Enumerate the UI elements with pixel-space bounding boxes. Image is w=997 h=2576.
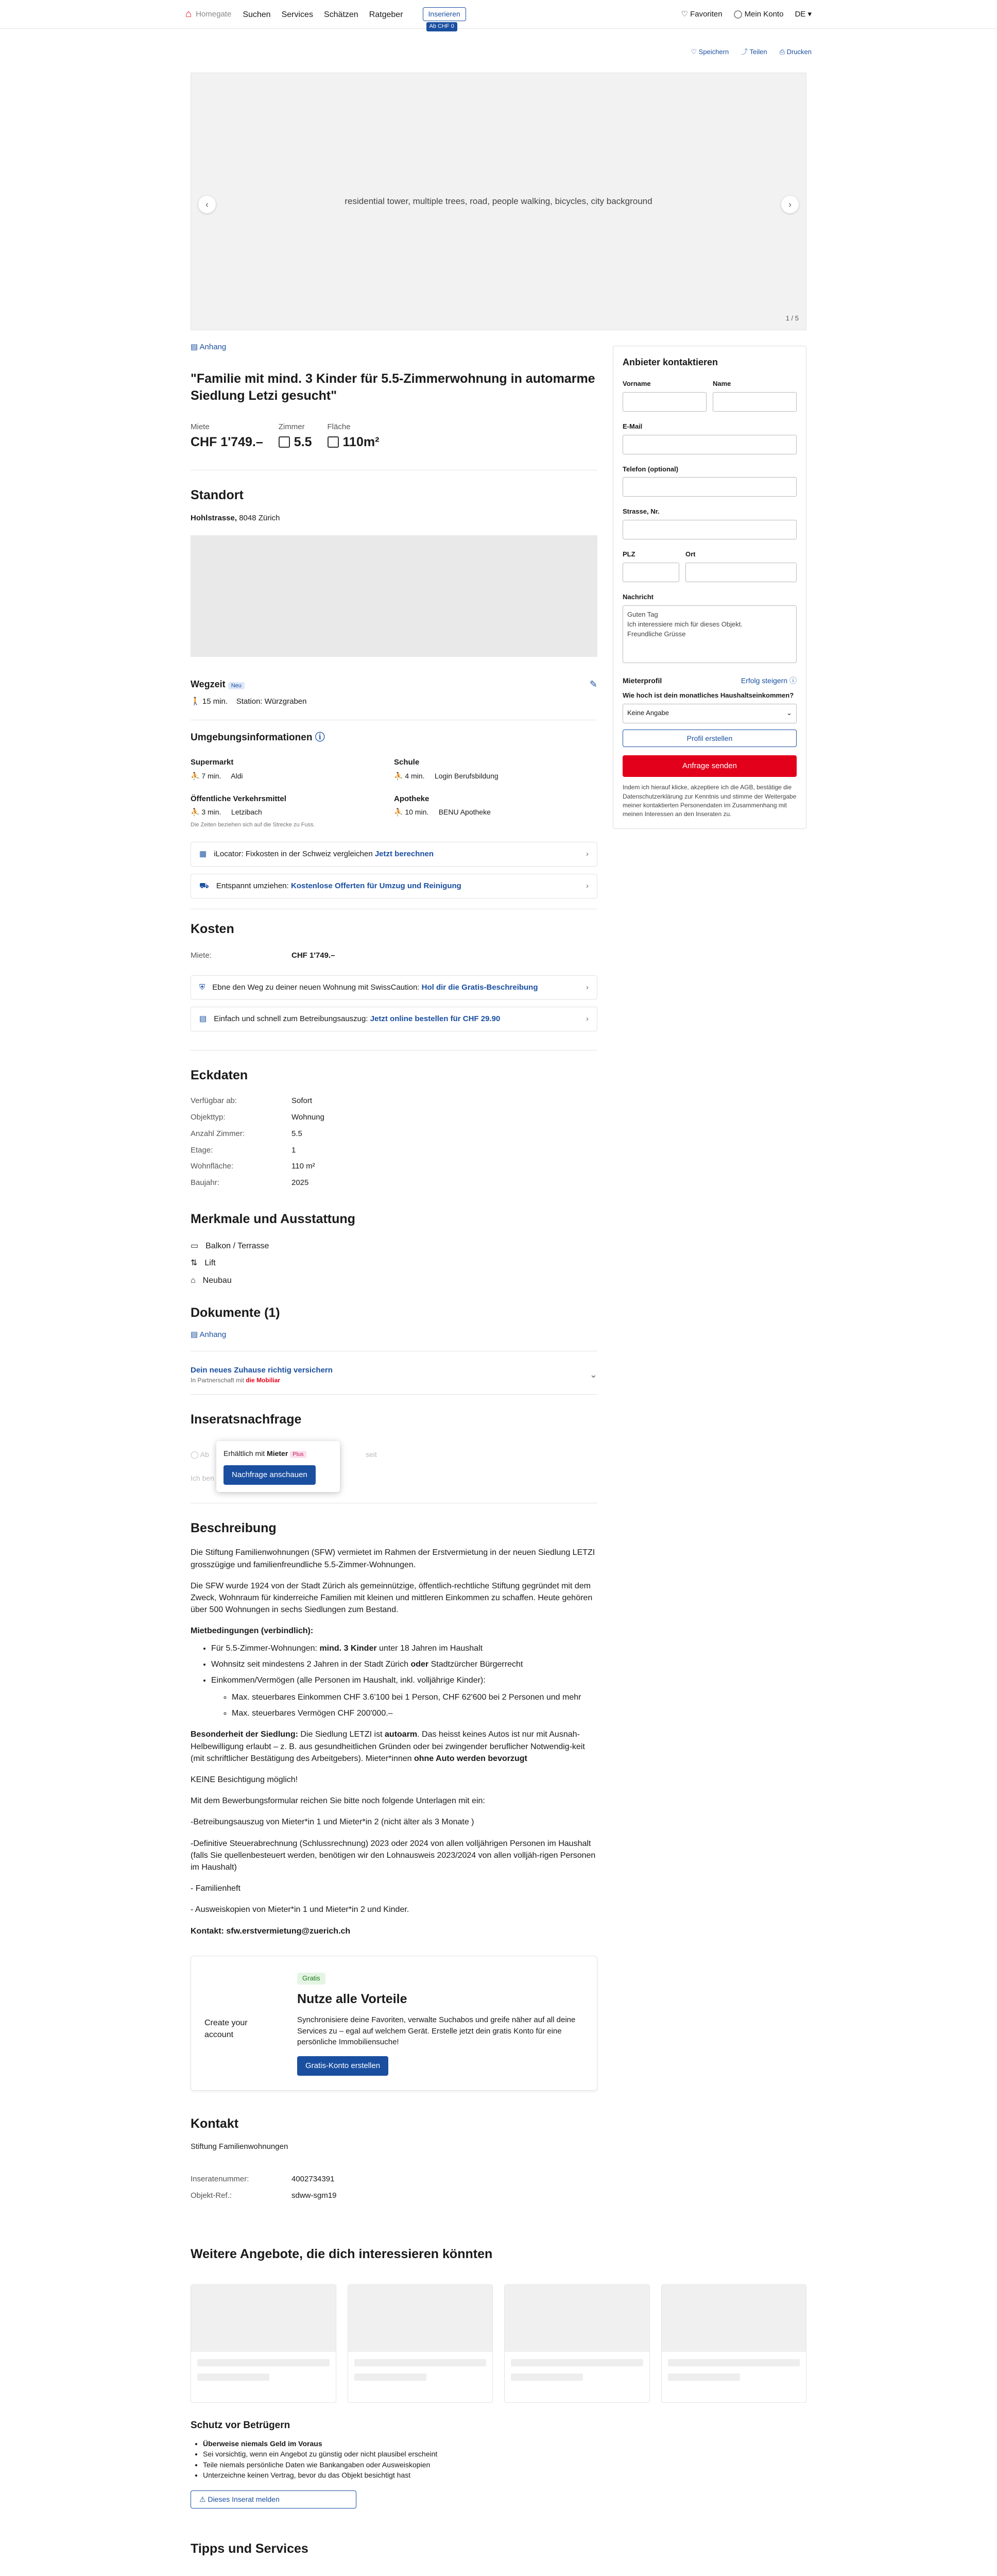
- document-link[interactable]: [191, 1329, 597, 1341]
- share-label: Teilen: [749, 48, 767, 56]
- language-switch[interactable]: DE ▾: [795, 9, 812, 19]
- fraud-item: • Überweise niemals Geld im Voraus: [203, 2438, 806, 2449]
- last-name-label: Name: [713, 379, 731, 387]
- mobiliar-sub-text: In Partnerschaft mit: [191, 1376, 245, 1384]
- income-value: Keine Angabe: [627, 709, 669, 717]
- similar-card-placeholder[interactable]: [191, 2284, 336, 2403]
- features-list: [191, 1238, 597, 1289]
- divider: [191, 1394, 597, 1395]
- nav-left: [185, 7, 466, 30]
- fraud-heading: Schutz vor Betrügern: [191, 2419, 290, 2431]
- insert-label: Inserieren: [428, 10, 460, 19]
- language-label: DE: [795, 9, 806, 19]
- truck-icon: ⛟: [199, 881, 209, 890]
- p3-text2: . Das heisst keines Autos ist nur mit Ausnah-Helbewilligung erlaubt – z. B. aus gesundheitlichen Gründen oder bei zwingender beruflicher Notwendig-keit (mit schriftlicher Bestätigung des Arbeitgebers). Mieter*innen: [191, 1730, 585, 1763]
- address-city: 8048 Zürich: [239, 514, 280, 523]
- document-icon: ▤: [191, 342, 200, 351]
- contact-email[interactable]: sfw.erstvermietung@zuerich.ch: [226, 1926, 351, 1936]
- listing-number: 4002734391: [291, 2174, 335, 2183]
- details-heading: Eckdaten: [191, 1068, 248, 1083]
- popup-product: Mieter: [267, 1449, 288, 1458]
- zip-city-row: [623, 539, 797, 582]
- account-promo: [191, 1956, 597, 2091]
- contact-heading: Kontakt: [191, 2116, 239, 2131]
- rules-list: [211, 1642, 597, 1720]
- rent-row-value: CHF 1'749.–: [291, 951, 335, 960]
- poi-pharmacy: [394, 791, 597, 817]
- free-badge: Gratis: [297, 1973, 325, 1985]
- area-icon: [328, 436, 339, 448]
- poi-time: 10 min.: [405, 807, 429, 816]
- new-building-icon: ⌂: [191, 1276, 196, 1285]
- email-label: E-Mail: [623, 422, 643, 430]
- rooms-fact: [279, 421, 312, 451]
- homegate-logo-icon: ⌂: [185, 8, 192, 20]
- tips-heading: Tipps und Services: [191, 2541, 308, 2556]
- detail-key: Baujahr:: [191, 1178, 219, 1188]
- detail-value: 110 m²: [291, 1162, 315, 1171]
- heart-icon: ♡: [681, 9, 691, 19]
- profile-heading: Mieterprofil: [623, 676, 662, 685]
- legal-text: Indem ich hierauf klicke, akzeptiere ich die AGB, bestätige die Datenschutzerklärung zur Kenntnis und stimme der Weitergabe meiner kontaktierten Personendaten im Zusammenhang mit meinen Interessen an den Inseraten zu.: [623, 784, 797, 818]
- contact-form: [613, 346, 806, 829]
- area-value: 110m²: [342, 434, 380, 449]
- feature-item: [191, 1238, 597, 1255]
- detail-value: 1: [291, 1145, 296, 1155]
- info-icon[interactable]: ⓘ: [315, 732, 325, 743]
- zip-field[interactable]: [623, 563, 679, 582]
- rule-sublist: [232, 1691, 597, 1719]
- bar-text: Entspannt umziehen:: [216, 881, 289, 890]
- walking-icon: ⛹: [191, 807, 202, 816]
- area-label: Fläche: [327, 422, 351, 432]
- chevron-left-icon[interactable]: ‹: [198, 196, 216, 213]
- favorites-label: Favoriten: [690, 9, 723, 19]
- insert-price-badge: Ab CHF 0: [426, 22, 457, 31]
- phone-label: Telefon (optional): [623, 465, 679, 473]
- chevron-right-icon: ›: [586, 982, 589, 992]
- ilocator-bar[interactable]: [191, 842, 597, 867]
- contact-org: Stiftung Familienwohnungen: [191, 2142, 288, 2151]
- swisscaution-bar[interactable]: [191, 975, 597, 1000]
- document-icon: ▤: [191, 1330, 200, 1340]
- poi-name: Login Berufsbildung: [434, 771, 498, 780]
- user-icon: ◯: [191, 1450, 200, 1459]
- poi-title: Schule: [394, 758, 420, 767]
- surroundings-note: Die Zeiten beziehen sich auf die Strecke zu Fuss.: [191, 822, 315, 828]
- promo-text: Synchronisiere deine Favoriten, verwalte Suchabos und greife näher auf all deine Services zu – egal auf welchem Gerät. Erstelle jetzt dein gratis Konto für eine persönliche Immobiliensuche!: [297, 2015, 576, 2047]
- nav-services[interactable]: Services: [281, 10, 313, 20]
- phone-field[interactable]: [623, 477, 797, 497]
- surroundings-grid: [191, 755, 597, 817]
- commute-header: [191, 677, 597, 691]
- sidebar: [613, 330, 806, 2204]
- share-button[interactable]: [741, 47, 767, 57]
- detail-key: Etage:: [191, 1145, 213, 1155]
- documents-heading: Dokumente (1): [191, 1305, 280, 1320]
- new-badge: Neu: [228, 682, 245, 689]
- detail-value: 2025: [291, 1178, 309, 1188]
- rent-fact: [191, 421, 263, 451]
- mobiliar-sub: [191, 1376, 333, 1385]
- print-label: Drucken: [786, 48, 812, 56]
- pencil-icon[interactable]: ✎: [589, 679, 597, 690]
- rule-text: Für 5.5-Zimmer-Wohnungen:: [211, 1643, 317, 1653]
- gallery-image-alt: residential tower, multiple trees, road, people walking, bicycles, city background: [345, 196, 652, 206]
- listing-title: "Familie mit mind. 3 Kinder für 5.5-Zimmerwohnung in automarme Siedlung Letzi gesucht": [191, 371, 595, 403]
- attachment-link[interactable]: [191, 342, 597, 353]
- rooms-value: 5.5: [294, 434, 312, 449]
- walking-icon: ⛹: [191, 771, 202, 780]
- description-p2: Die SFW wurde 1924 von der Stadt Zürich als gemeinnützige, öffentlich-rechtliche Stiftung gegründet mit dem Zweck, Wohnraum für kinderreiche Familien mit kleinen und mittleren Einkommen zu schaffen. Heute gehören über 500 Wohnungen in sechs Siedlungen zum Bestand.: [191, 1581, 593, 1615]
- printer-icon: ⎙: [779, 48, 787, 56]
- message-field[interactable]: Guten Tag Ich interessiere mich für dieses Objekt. Freundliche Grüsse: [623, 605, 797, 663]
- detail-row: [191, 1126, 597, 1142]
- rule-text: Wohnsitz seit mindestens 2 Jahren in der Stadt Zürich: [211, 1659, 408, 1669]
- rent-label: Miete: [191, 422, 210, 432]
- similar-cards: [0, 2284, 997, 2403]
- details-table: [191, 1093, 597, 1191]
- demand-popup: [216, 1441, 340, 1492]
- chevron-right-icon: ›: [586, 850, 589, 859]
- poi-title: Apotheke: [394, 794, 429, 803]
- feature-label: Balkon / Terrasse: [205, 1242, 269, 1251]
- top-navigation: [0, 0, 997, 29]
- detail-row: [191, 1093, 597, 1109]
- detail-key: Wohnfläche:: [191, 1162, 234, 1171]
- area-fact: [328, 421, 380, 451]
- similar-card-placeholder[interactable]: [348, 2284, 493, 2403]
- feature-item: [191, 1255, 597, 1272]
- shield-icon: ⛨: [199, 982, 205, 992]
- demand-faded-2: seit: [366, 1450, 377, 1459]
- promo-left-text: Create your account: [204, 2018, 248, 2039]
- location-heading: Standort: [191, 488, 244, 503]
- chevron-right-icon[interactable]: ›: [781, 196, 799, 213]
- bar-link[interactable]: Hol dir die Gratis-Beschreibung: [421, 982, 538, 992]
- p3-bold2: autoarm: [385, 1730, 418, 1739]
- commute-station: Station: Würzgraben: [236, 697, 307, 706]
- insert-button[interactable]: [423, 7, 466, 30]
- detail-value: 5.5: [291, 1129, 302, 1138]
- promo-title: Nutze alle Vorteile: [297, 1991, 407, 2006]
- bar-link[interactable]: Kostenlose Offerten für Umzug und Reinigung: [290, 881, 461, 890]
- document-label: Anhang: [199, 1330, 227, 1340]
- surroundings-heading: [191, 731, 597, 745]
- demand-faded-3: Ich ben: [191, 1474, 214, 1483]
- contact-form-heading: Anbieter kontaktieren: [623, 357, 718, 367]
- listing-actions: [0, 29, 997, 62]
- description-p9: - Ausweiskopien von Mieter*in 1 und Mieter*in 2 und Kinder.: [191, 1905, 409, 1914]
- poi-time: 4 min.: [405, 771, 425, 780]
- costs-heading: Kosten: [191, 921, 234, 936]
- bar-text: Ebne den Weg zu deiner neuen Wohnung mit SwissCaution:: [212, 982, 420, 992]
- chevron-down-icon: ⌄: [786, 709, 792, 717]
- popup-text: Erhältlich mit: [224, 1449, 265, 1458]
- poi-name: BENU Apotheke: [438, 807, 491, 816]
- mobiliar-link[interactable]: Dein neues Zuhause richtig versichern: [191, 1365, 333, 1375]
- last-name-field[interactable]: [713, 392, 797, 412]
- save-button[interactable]: [691, 47, 729, 57]
- rule-subitem: ◦ Max. steuerbares Einkommen CHF 3.6'100 bei 1 Person, CHF 62'600 bei 2 Personen und mehr: [232, 1691, 597, 1703]
- street-label: Strasse, Nr.: [623, 507, 660, 516]
- gallery-counter: 1 / 5: [785, 314, 799, 322]
- description-p3: [191, 1728, 597, 1765]
- similar-card-placeholder[interactable]: [504, 2284, 650, 2403]
- poi-title: Supermarkt: [191, 758, 234, 767]
- surroundings-heading-text: Umgebungsinformationen: [191, 732, 313, 743]
- p3-bold: Besonderheit der Siedlung:: [191, 1730, 298, 1739]
- logo[interactable]: [185, 7, 231, 22]
- bar-text: iLocator: Fixkosten in der Schweiz vergleichen: [214, 850, 373, 859]
- object-ref-label: Objekt-Ref.:: [191, 2191, 232, 2200]
- mobiliar-banner[interactable]: [191, 1365, 597, 1385]
- poi-supermarket: [191, 755, 394, 781]
- commute-time: 15 min.: [202, 697, 228, 706]
- calculator-icon: ▦: [199, 850, 207, 859]
- object-ref: sdww-sgm19: [291, 2191, 337, 2200]
- key-facts: [191, 421, 597, 451]
- view-demand-button[interactable]: Nachfrage anschauen: [224, 1465, 316, 1485]
- commute-row: [191, 696, 597, 707]
- description: [191, 1519, 597, 1937]
- report-listing-button[interactable]: [191, 2490, 356, 2508]
- elevator-icon: ⇅: [191, 1259, 198, 1268]
- description-p6: -Betreibungsauszug von Mieter*in 1 und Mieter*in 2 (nicht älter als 3 Monate ): [191, 1818, 474, 1827]
- rooms-label: Zimmer: [278, 422, 305, 432]
- nav-right: [681, 9, 812, 20]
- listing-number-label: Inseratenummer:: [191, 2174, 249, 2183]
- nav-schaetzen[interactable]: Schätzen: [323, 10, 358, 20]
- favorites-link[interactable]: [681, 9, 722, 20]
- rules-heading: Mietbedingungen (verbindlich):: [191, 1626, 314, 1636]
- plus-badge: Plus: [290, 1451, 306, 1458]
- rule-text: Einkommen/Vermögen (alle Personen im Haushalt, inkl. volljährige Kinder):: [211, 1675, 486, 1685]
- detail-row: [191, 1175, 597, 1191]
- demand-heading: Inseratsnachfrage: [191, 1412, 302, 1427]
- main-nav: [243, 7, 411, 21]
- first-name-field[interactable]: [623, 392, 707, 412]
- income-label: Wie hoch ist dein monatliches Haushaltseinkommen?: [623, 691, 794, 700]
- profile-link-text: Erfolg steigern: [741, 676, 788, 685]
- address: [191, 513, 597, 524]
- rule-item: [211, 1674, 597, 1720]
- city-field[interactable]: [685, 563, 797, 582]
- poi-transport: [191, 791, 394, 817]
- balcony-icon: ▭: [191, 1242, 199, 1251]
- description-p8: - Familienheft: [191, 1884, 240, 1893]
- share-icon: ⤴: [741, 48, 750, 56]
- rooms-icon: [279, 436, 290, 448]
- poi-name: Letzibach: [231, 807, 262, 816]
- description-p1: Die Stiftung Familienwohnungen (SFW) vermietet im Rahmen der Erstvermietung in der neuen Siedlung LETZI grosszügige und familienfreundliche 5.5-Zimmer-Wohnungen.: [191, 1548, 595, 1569]
- address-street: Hohlstrasse,: [191, 514, 237, 523]
- walking-icon: ⛹: [394, 771, 405, 780]
- description-heading: Beschreibung: [191, 1521, 277, 1536]
- rule-subitem: ◦ Max. steuerbares Vermögen CHF 200'000.–: [232, 1707, 597, 1719]
- first-name-label: Vorname: [623, 379, 651, 387]
- image-gallery[interactable]: [191, 73, 806, 330]
- feature-item: [191, 1272, 597, 1289]
- map[interactable]: [191, 535, 597, 657]
- print-button[interactable]: [780, 47, 812, 57]
- moving-bar[interactable]: [191, 874, 597, 899]
- rule-bold: mind. 3 Kinder: [319, 1643, 377, 1653]
- bar-link[interactable]: Jetzt online bestellen für CHF 29.90: [370, 1014, 501, 1024]
- create-account-button[interactable]: Gratis-Konto erstellen: [297, 2056, 388, 2076]
- document-icon: ▤: [199, 1014, 207, 1024]
- detail-row: [191, 1109, 597, 1126]
- poi-title: Öffentliche Verkehrsmittel: [191, 794, 286, 803]
- street-field[interactable]: [623, 520, 797, 539]
- p3-text: Die Siedlung LETZI ist: [300, 1730, 383, 1739]
- logo-text: Homegate: [196, 9, 232, 19]
- fraud-item: • Teile niemals persönliche Daten wie Bankangaben oder Ausweiskopien: [203, 2460, 806, 2470]
- fraud-section: [0, 2418, 997, 2509]
- user-icon: ◯: [733, 9, 745, 19]
- mobiliar-brand: die Mobiliar: [246, 1376, 281, 1384]
- name-row: [623, 369, 797, 412]
- demand-faded-text-1: Ab: [200, 1450, 209, 1459]
- rule-text: unter 18 Jahren im Haushalt: [379, 1643, 483, 1653]
- account-link[interactable]: [734, 9, 784, 20]
- debt-extract-bar[interactable]: [191, 1007, 597, 1031]
- detail-key: Verfügbar ab:: [191, 1096, 237, 1106]
- description-p5: Mit dem Bewerbungsformular reichen Sie bitte noch folgende Unterlagen mit ein:: [191, 1797, 485, 1806]
- chevron-down-icon[interactable]: ⌄: [589, 1369, 597, 1380]
- rent-row-label: Miete:: [191, 951, 212, 960]
- detail-row: [191, 1158, 597, 1175]
- walking-icon: 🚶: [191, 697, 202, 706]
- profile-link[interactable]: [741, 675, 797, 686]
- email-field[interactable]: [623, 435, 797, 454]
- features-heading: Merkmale und Ausstattung: [191, 1211, 355, 1226]
- description-contact: [191, 1925, 597, 1937]
- description-p4: KEINE Besichtigung möglich!: [191, 1775, 298, 1785]
- similar-heading: Weitere Angebote, die dich interessieren könnten: [191, 2247, 493, 2262]
- listing-number-row: [191, 2171, 597, 2188]
- contact-label: Kontakt:: [191, 1926, 224, 1936]
- income-select[interactable]: [623, 704, 797, 723]
- zip-label: PLZ: [623, 550, 635, 558]
- commute-heading: Wegzeit: [191, 679, 226, 690]
- rent-value: CHF 1'749.–: [191, 434, 263, 449]
- nav-ratgeber[interactable]: Ratgeber: [369, 10, 403, 20]
- poi-time: 3 min.: [201, 807, 221, 816]
- rent-row: [191, 947, 597, 964]
- bar-link[interactable]: Jetzt berechnen: [374, 850, 434, 859]
- heart-icon: ♡: [691, 48, 699, 56]
- feature-label: Lift: [204, 1259, 216, 1268]
- fraud-list: [203, 2438, 806, 2480]
- message-label: Nachricht: [623, 593, 654, 601]
- save-label: Speichern: [698, 48, 729, 56]
- rule-item: [211, 1658, 597, 1670]
- fraud-item: • Unterzeichne keinen Vertrag, bevor du das Objekt besichtigt hast: [203, 2470, 806, 2480]
- report-label: Dieses Inserat melden: [208, 2495, 280, 2504]
- detail-value: Wohnung: [291, 1113, 324, 1122]
- profile-header: [623, 675, 797, 686]
- poi-name: Aldi: [231, 771, 243, 780]
- rule-item: [211, 1642, 597, 1654]
- rule-bold: oder: [410, 1659, 429, 1669]
- detail-row: [191, 1142, 597, 1159]
- demand-area: [191, 1436, 597, 1498]
- bar-text: Einfach und schnell zum Betreibungsauszug:: [214, 1014, 368, 1024]
- send-inquiry-button[interactable]: Anfrage senden: [623, 755, 797, 777]
- similar-card-placeholder[interactable]: [661, 2284, 807, 2403]
- walking-icon: ⛹: [394, 807, 405, 816]
- feature-label: Neubau: [202, 1276, 232, 1285]
- object-ref-row: [191, 2188, 597, 2204]
- content-layout: [0, 330, 997, 2204]
- poi-time: 7 min.: [201, 771, 221, 780]
- fraud-item: • Sei vorsichtig, wenn ein Angebot zu günstig oder nicht plausibel erscheint: [203, 2449, 806, 2459]
- demand-faded-1: [191, 1449, 209, 1460]
- info-icon: ⓘ: [789, 676, 797, 685]
- promo-body: [297, 1971, 583, 2076]
- rule-text: Stadtzürcher Bürgerrecht: [431, 1659, 523, 1669]
- detail-key: Anzahl Zimmer:: [191, 1129, 245, 1138]
- detail-value: Sofort: [291, 1096, 313, 1106]
- poi-school: [394, 755, 597, 781]
- main-column: [191, 330, 597, 2204]
- warning-icon: ⚠: [199, 2495, 208, 2504]
- description-p7: -Definitive Steuerabrechnung (Schlussrechnung) 2023 oder 2024 von allen volljährigen Personen im Haushalt (falls Sie quellenbesteuert werden, benötigen wir den Lohnausweis 2023/2024 von allen volljäh-rigen Personen im Haushalt): [191, 1839, 596, 1872]
- detail-key: Objekttyp:: [191, 1113, 226, 1122]
- chevron-right-icon: ›: [586, 1014, 589, 1024]
- create-profile-button[interactable]: Profil erstellen: [623, 730, 797, 747]
- nav-suchen[interactable]: Suchen: [243, 10, 271, 20]
- chevron-right-icon: ›: [586, 881, 589, 890]
- city-label: Ort: [685, 550, 696, 558]
- attachment-label: Anhang: [199, 342, 227, 351]
- p3-bold3: ohne Auto werden bevorzugt: [414, 1754, 527, 1763]
- account-label: Mein Konto: [744, 9, 784, 19]
